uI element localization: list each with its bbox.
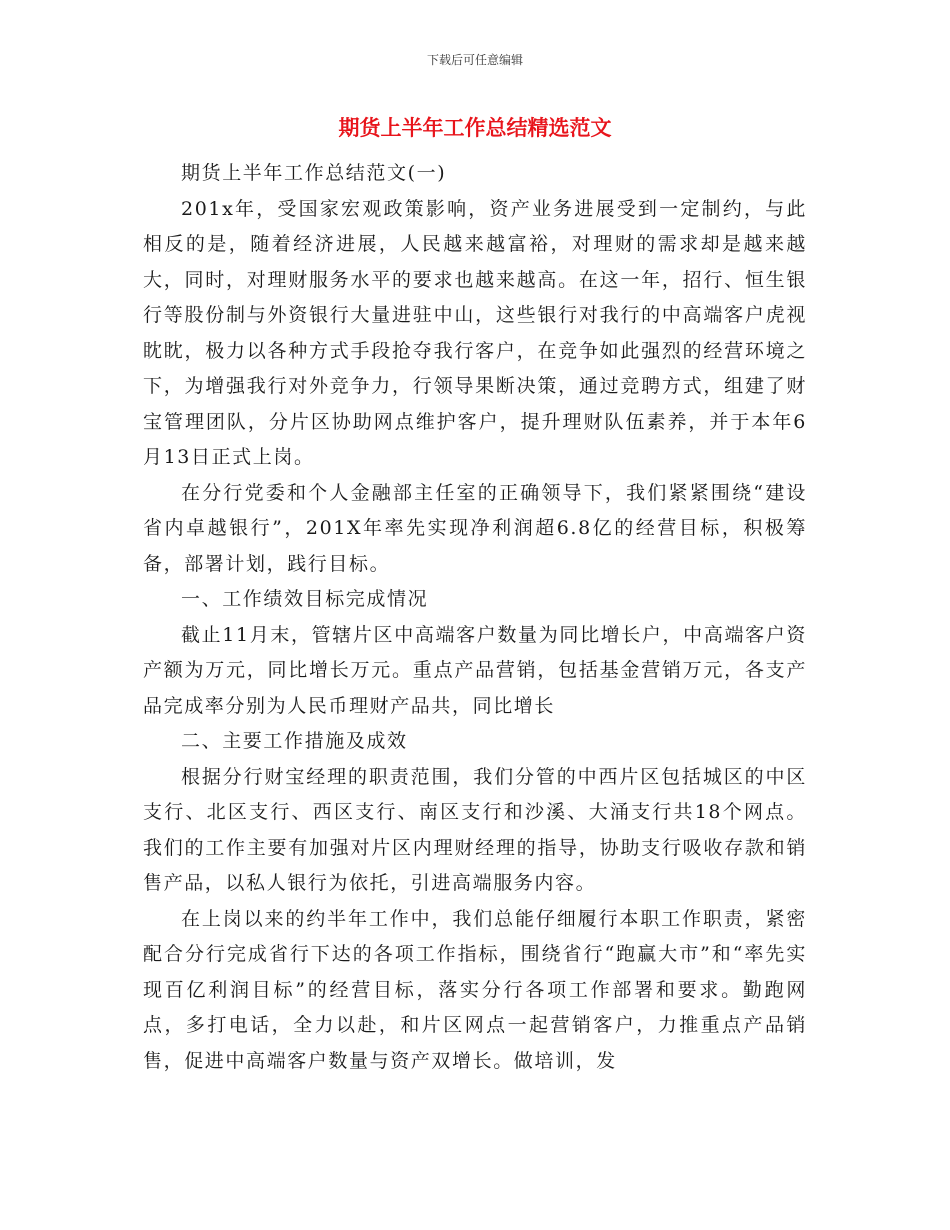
document-title: 期货上半年工作总结精选范文 bbox=[338, 115, 612, 140]
section-heading-measures: 二、主要工作措施及成效 bbox=[181, 730, 408, 752]
paragraph-scope: 根据分行财宝经理的职责范围，我们分管的中西片区包括城区的中区支行、北区支行、西区支行、南区支行和沙溪、大涌支行共18个网点。我们的工作主要有加强对片区内理财经理的指导，协助支行吸收存款和销售产品，以私人银行为依托，引进高端服务内容。 bbox=[143, 765, 807, 894]
section-heading-example-one: 期货上半年工作总结范文(一) bbox=[181, 162, 447, 184]
paragraph-background: 201x年，受国家宏观政策影响，资产业务进展受到一定制约，与此相反的是，随着经济进展，人民越来越富裕，对理财的需求却是越来越大，同时，对理财服务水平的要求也越来越高。在这一年，招行、恒生银行等股份制与外资银行大量进驻中山，这些银行对我行的中高端客户虎视眈眈，极力以各种方式手段抢夺我行客户，在竞争如此强烈的经营环境之下，为增强我行对外竞争力，行领导果断决策，通过竞聘方式，组建了财宝管理团队，分片区协助网点维护客户，提升理财队伍素养，并于本年6月13日正式上岗。 bbox=[143, 197, 807, 468]
paragraph-performance: 截止11月末，管辖片区中高端客户数量为同比增长户，中高端客户资产额为万元，同比增长万元。重点产品营销，包括基金营销万元，各支产品完成率分别为人民币理财产品共，同比增长 bbox=[143, 623, 807, 717]
paragraph-goal: 在分行党委和个人金融部主任室的正确领导下，我们紧紧围绕“建设省内卓越银行”，201X年率先实现净利润超6.8亿的经营目标，积极筹备，部署计划，践行目标。 bbox=[143, 481, 807, 575]
document-body bbox=[143, 156, 807, 1079]
header-note: 下载后可任意编辑 bbox=[426, 53, 523, 67]
section-heading-performance: 一、工作绩效目标完成情况 bbox=[181, 588, 429, 610]
paragraph-work: 在上岗以来的约半年工作中，我们总能仔细履行本职工作职责，紧密配合分行完成省行下达的各项工作指标，围绕省行“跑赢大市”和“率先实现百亿利润目标”的经营目标，落实分行各项工作部署和要求。勤跑网点，多打电话，全力以赴，和片区网点一起营销客户，力推重点产品销售，促进中高端客户数量与资产双增长。做培训，发 bbox=[143, 907, 807, 1072]
